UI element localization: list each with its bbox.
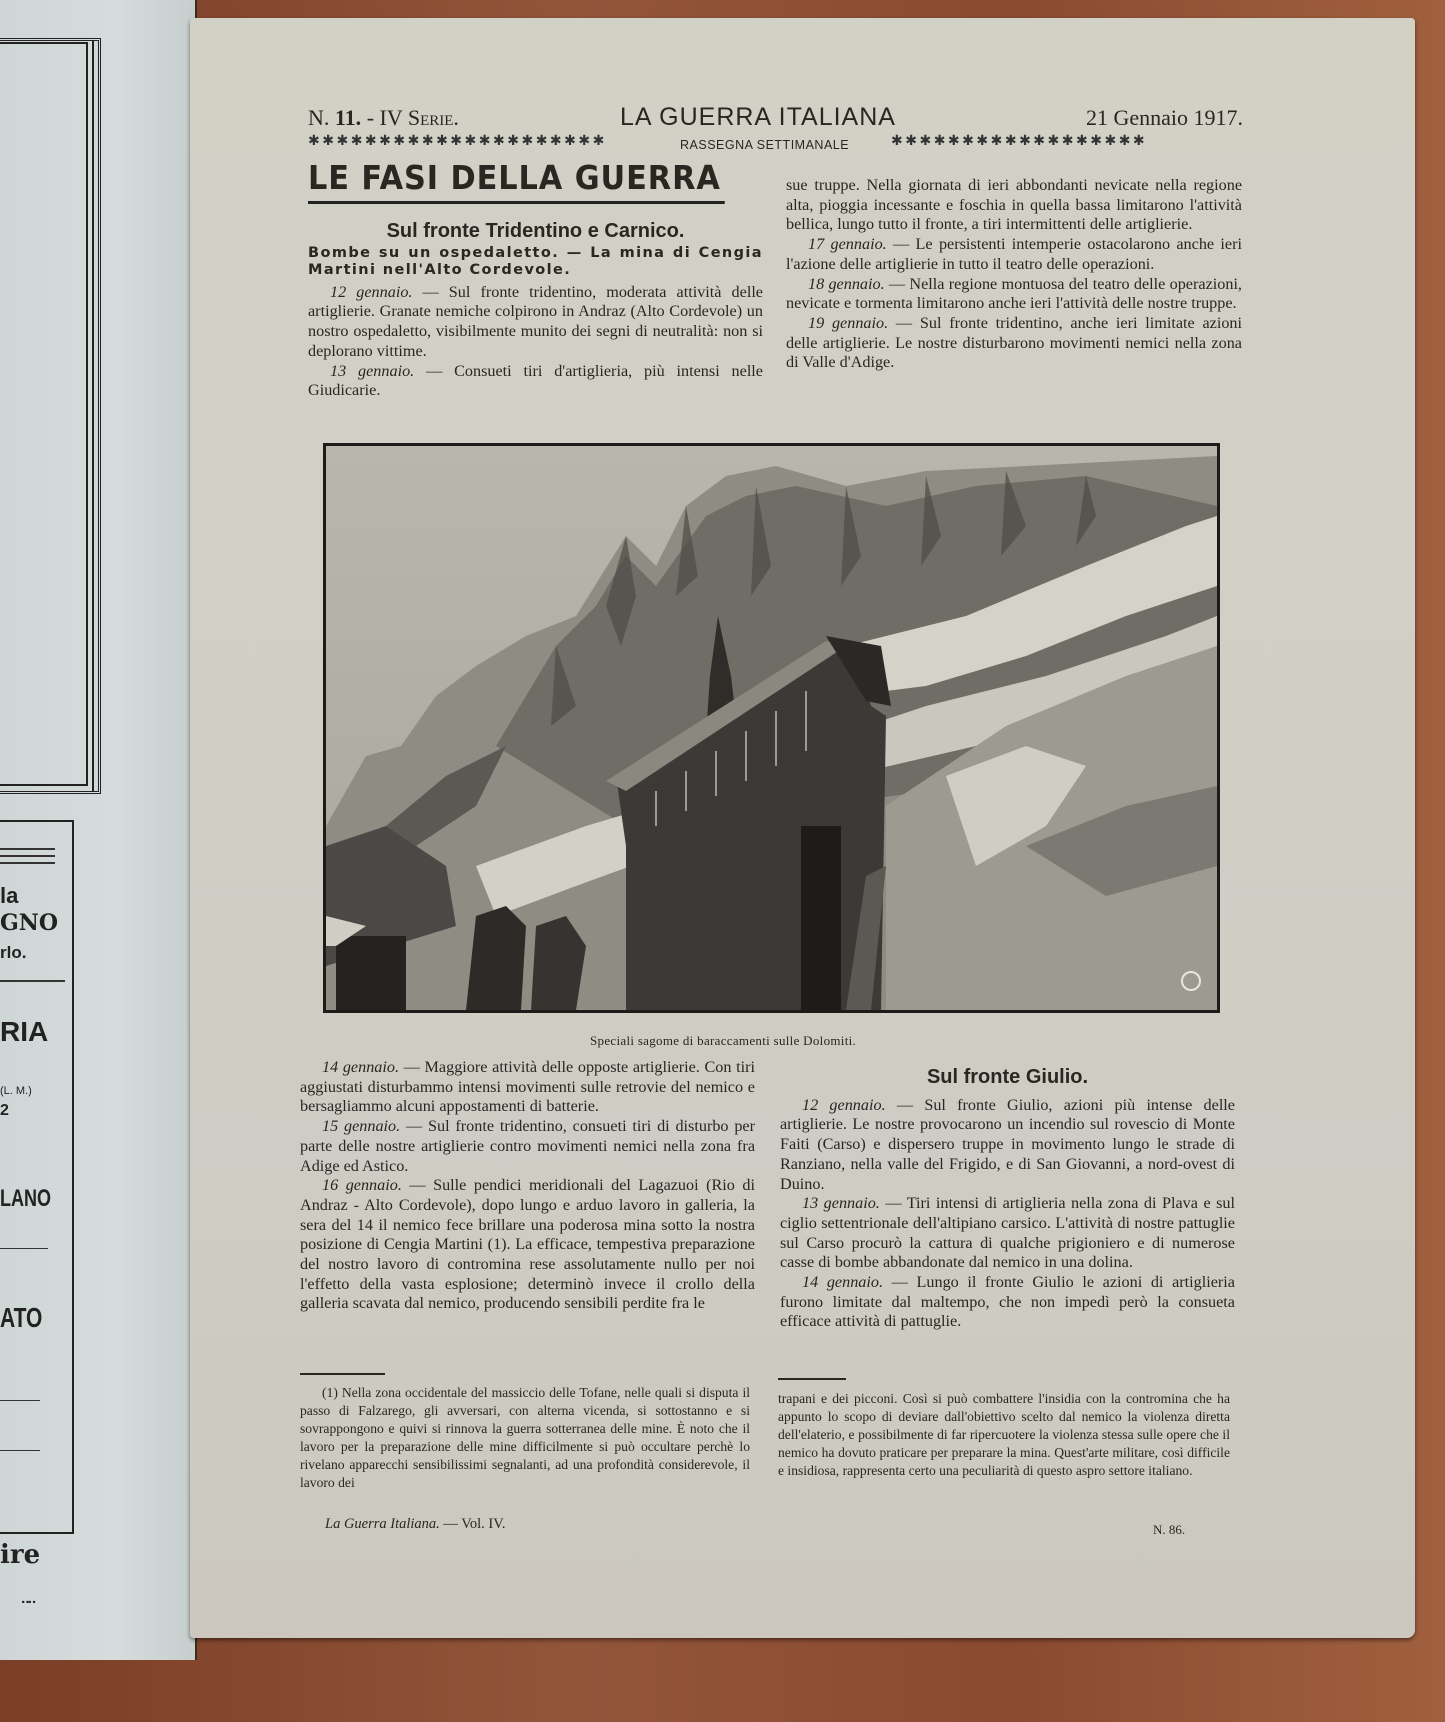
photo-caption: Speciali sagome di baraccamenti sulle Dolomiti.	[590, 1033, 857, 1048]
ad-rule	[0, 980, 65, 982]
column-bottom-left	[300, 1058, 755, 1314]
ad-fragment: GNO	[0, 910, 59, 936]
page-header	[308, 105, 1243, 155]
photo-illustration	[326, 446, 1217, 1010]
dispatch-entry: 12 gennaio. — Sul fronte tridentino, moderata attività delle artiglierie. Granate nemiche colpirono in Andraz (Alto Cordevole) un nostro ospedaletto, visibilmente munito dei segni di neutralità: non si deplorano vittime.	[308, 282, 763, 360]
publication-title: LA GUERRA ITALIANA	[620, 103, 896, 131]
footnote-left: (1) Nella zona occidentale del massiccio delle Tofane, nelle quali si disputa il passo di Falzarego, gli avversari, con alterna vicenda, si sottostanno e si sovrappongono e quivi si rinnova la guerra sotterranea delle mine. È noto che il lavoro per la preparazione delle mine difficilmente si può occultare perchè lo rivelano apparecchi sensibilissimi segnalanti, ad una profondità considerevole, il lavoro dei	[300, 1385, 750, 1490]
dispatch-entry: 13 gennaio. — Consueti tiri d'artiglieria, più intensi nelle Giudicarie.	[308, 361, 763, 400]
dispatch-entry: 18 gennaio. — Nella regione montuosa del teatro delle operazioni, nevicate e tormenta limitarono anche ieri l'attività delle nostre truppe.	[786, 274, 1242, 313]
continued-text: sue truppe. Nella giornata di ieri abbondanti nevicate nella regione alta, pioggia incessante e foschia in quella bassa limitarono l'attività bellica, lungo tutto il fronte, a tiri intermittenti delle artiglierie.	[786, 176, 1242, 234]
decorative-border-frame-inner	[0, 42, 88, 786]
main-title: LE FASI DELLA GUERRA	[308, 158, 725, 204]
ad-fragment: ire	[0, 1540, 41, 1570]
ad-rule	[0, 1248, 48, 1249]
photo-dolomiti-barracks	[323, 443, 1220, 1013]
footer-volume: La Guerra Italiana. — Vol. IV.	[325, 1516, 506, 1532]
dispatch-entry: 19 gennaio. — Sul fronte tridentino, anche ieri limitate azioni delle artiglierie. Le nostre disturbarono movimenti nemici nella zona di Valle d'Adige.	[786, 313, 1242, 372]
ad-fragment: la	[0, 883, 19, 908]
dispatch-entry: 16 gennaio. — Sulle pendici meridionali del Lagazuoi (Rio di Andraz - Alto Cordevole), dopo lungo e arduo lavoro in galleria, la sera del 14 il nemico fece brillare una poderosa mina sotto la nostra posizione di Cengia Martini (1). La efficace, tempestiva preparazione del nostro lavoro di contromina rese assolutamente nullo per noi l'effetto della vasta esplosione; determinò invece il crollo della galleria scavata dal nemico, producendo sensibili perdite fra le	[300, 1176, 755, 1313]
footnote-rule-left	[300, 1373, 385, 1375]
ad-rule	[0, 848, 55, 850]
column-top-left	[308, 222, 763, 401]
section-title-giulio: Sul fronte Giulio.	[926, 1066, 1089, 1088]
ad-rule	[0, 855, 55, 857]
ad-fragment: (L. M.)	[0, 1085, 32, 1097]
star-ornament-right: ✱✱✱✱✱✱✱✱✱✱✱✱✱✱✱✱✱✱	[891, 134, 1148, 149]
ad-rule	[0, 862, 55, 864]
star-ornament-left: ✱✱✱✱✱✱✱✱✱✱✱✱✱✱✱✱✱✱✱✱✱	[308, 134, 607, 149]
footer-page-number: N. 86.	[1153, 1522, 1186, 1537]
dispatch-entry: 12 gennaio. — Sul fronte Giulio, azioni più intense delle artiglierie. Le nostre provocarono un incendio sul rovescio di Monte Faiti (Carso) e dispersero truppe in movimento lungo le strade di Ranziano, nella valle del Frigido, e di San Giovanni, a nord-ovest di Duino.	[780, 1095, 1235, 1193]
footnote-right: trapani e dei picconi. Così si può combattere l'insidia con la contromina che ha appunto lo scopo di deviare dall'obiettivo scelto dal nemico la violenza diretta dell'elaterio, e possibilmente di far ripercuotere la violenza stessa sulle opere che il nemico ha dovuto praticare per preparare la mina. Quest'arte militare, così difficile e insidiosa, rappresenta certo una peculiarità di questo aspro settore italiano.	[778, 1391, 1230, 1478]
column-bottom-right	[780, 1068, 1235, 1332]
ad-fragment: ATO	[0, 1302, 43, 1333]
ad-rule	[0, 1400, 40, 1401]
section-subheading: Bombe su un ospedaletto. — La mina di Cengia Martini nell'Alto Cordevole.	[308, 244, 763, 278]
left-page-edge	[0, 0, 197, 1660]
dispatch-entry: 14 gennaio. — Lungo il fronte Giulio le azioni di artiglieria furono limitate dal maltempo, che non impedì però la consueta efficace attività di pattuglie.	[780, 1273, 1235, 1331]
ad-fragment: rlo.	[0, 943, 27, 962]
issue-date: 21 Gennaio 1917.	[1085, 105, 1243, 130]
footnote-rule-right	[778, 1378, 846, 1380]
dispatch-entry: 17 gennaio. — Le persistenti intemperie ostacolarono anche ieri l'azione delle artiglierie in tutto il teatro delle operazioni.	[786, 235, 1242, 273]
ad-rule	[0, 1450, 40, 1451]
ad-fragment-dots: ¨¨	[22, 1598, 36, 1620]
dispatch-entry: 13 gennaio. — Tiri intensi di artiglieria nella zona di Plava e sul ciglio settentrionale dell'altipiano carsico. L'attività di nostre pattuglie sul Carso procurò la cattura di qualche prigioniero e di numerose casse di bombe abbandonate dal nemico in una dolina.	[780, 1194, 1235, 1272]
dispatch-entry: 15 gennaio. — Sul fronte tridentino, consueti tiri di disturbo per parte delle nostre artiglierie contro movimenti nemici nella zona fra Adige ed Astico.	[300, 1117, 755, 1175]
publication-subtitle: RASSEGNA SETTIMANALE	[680, 138, 850, 152]
dispatch-entry: 14 gennaio. — Maggiore attività delle opposte artiglierie. Con tiri aggiustati disturbammo intensi movimenti sulle retrovie del nemico e bersagliammo alcuni appostamenti di batterie.	[300, 1058, 755, 1116]
ad-fragment: LANO	[0, 1185, 51, 1212]
column-top-right	[786, 176, 1242, 373]
ad-fragment: RIA	[0, 1016, 49, 1047]
section-title-tridentino: Sul fronte Tridentino e Carnico.	[386, 220, 685, 242]
issue-number: N. 11. - IV Serie.	[308, 105, 459, 130]
ad-fragment: 2	[0, 1102, 9, 1119]
